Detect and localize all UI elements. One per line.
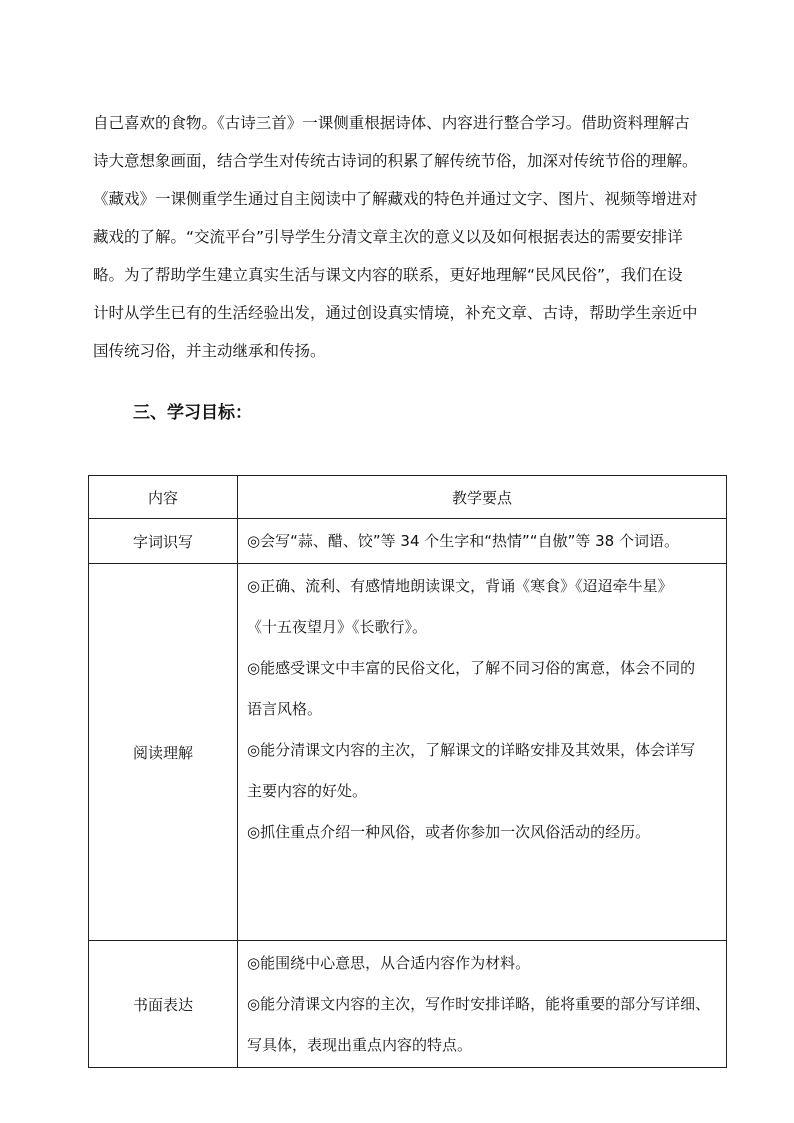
- point-line: 语言风格。: [247, 700, 323, 718]
- point-line: ◎能围绕中心意思，从合适内容作为材料。: [247, 953, 531, 972]
- intro-line: 计时从学生已有的生活经验出发，通过创设真实情境，补充文章、古诗，帮助学生亲近中: [93, 304, 698, 322]
- header-content: 内容: [89, 476, 238, 519]
- point-line: ◎抓住重点介绍一种风俗，或者你参加一次风俗活动的经历。: [247, 823, 651, 841]
- point-line: ◎正确、流利、有感情地朗读课文，背诵《寒食》《迢迢牵牛星》: [247, 577, 673, 595]
- intro-line: 自己喜欢的食物。《古诗三首》一课侧重根据诗体、内容进行整合学习。借助资料理解古: [93, 114, 690, 132]
- header-teaching-points: 教学要点: [238, 476, 727, 519]
- row-points: [238, 519, 727, 564]
- learning-goals-table: [88, 475, 727, 1068]
- intro-line: 藏戏的了解。“交流平台”引导学生分清文章主次的意义以及如何根据表达的需要安排详: [93, 228, 683, 246]
- row-points: [238, 564, 727, 941]
- intro-line: 略。为了帮助学生建立真实生活与课文内容的联系，更好地理解“民风民俗”，我们在设: [93, 266, 683, 284]
- row-name: 书面表达: [89, 941, 238, 1068]
- point-line: ◎能分清课文内容的主次，了解课文的详略安排及其效果，体会详写: [247, 741, 696, 759]
- intro-line: 《藏戏》一课侧重学生通过自主阅读中了解藏戏的特色并通过文字、图片、视频等增进对: [93, 190, 698, 208]
- point-line: ◎能感受课文中丰富的民俗文化，了解不同习俗的寓意，体会不同的: [247, 659, 696, 677]
- table-row: [89, 564, 727, 941]
- point-line: ◎会写“蒜、醋、饺”等 34 个生字和“热情”“自傲”等 38 个词语。: [247, 531, 679, 550]
- table-row: [89, 941, 727, 1068]
- intro-paragraph: [93, 104, 725, 370]
- intro-line: 诗大意想象画面，结合学生对传统古诗词的积累了解传统节俗，加深对传统节俗的理解。: [93, 152, 698, 170]
- intro-line: 国传统习俗，并主动继承和传扬。: [93, 342, 326, 360]
- table-header-row: [89, 476, 727, 519]
- point-line: 主要内容的好处。: [247, 782, 368, 800]
- point-line: ◎能分清课文内容的主次，写作时安排详略，能将重要的部分写详细、: [247, 994, 711, 1013]
- point-line: 写具体，表现出重点内容的特点。: [247, 1035, 473, 1054]
- row-name: 字词识写: [89, 519, 238, 564]
- row-points: [238, 941, 727, 1068]
- section-heading: 三、学习目标：: [133, 403, 252, 423]
- table-row: [89, 519, 727, 564]
- row-name: 阅读理解: [89, 564, 238, 941]
- point-line: 《十五夜望月》《长歌行》。: [247, 618, 428, 636]
